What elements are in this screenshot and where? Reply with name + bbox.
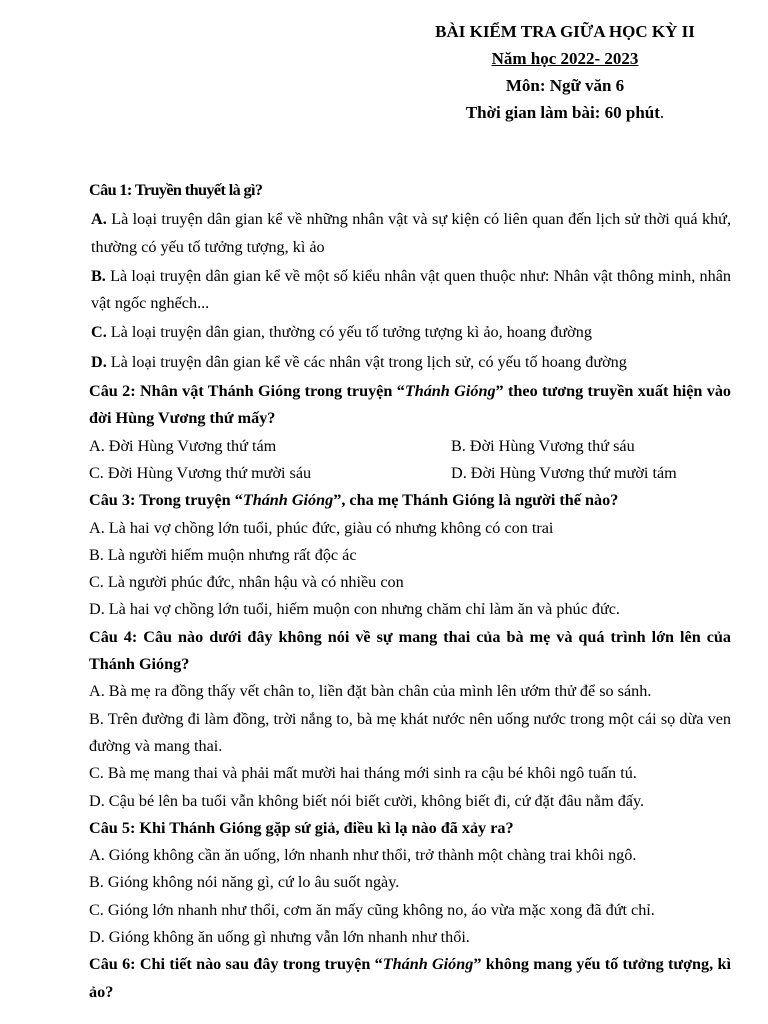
question-2-option-a: A. Đời Hùng Vương thứ tám	[89, 436, 277, 455]
question-2-option-c: C. Đời Hùng Vương thứ mười sáu	[89, 463, 312, 482]
question-5	[89, 815, 731, 951]
question-4-option-c: C. Bà mẹ mang thai và phải mất mười hai tháng mới sinh ra cậu bé khôi ngô tuấn tú.	[89, 764, 637, 783]
question-3-option-a: A. Là hai vợ chồng lớn tuổi, phúc đức, giàu có nhưng không có con trai	[89, 518, 554, 537]
question-2-option-b: B. Đời Hùng Vương thứ sáu	[451, 436, 635, 455]
question-2-title: Câu 2: Nhân vật Thánh Gióng trong truyện “Thánh Gióng” theo tương truyền xuất hiện vào đời Hùng Vương thứ mấy?	[89, 382, 732, 428]
exam-title: BÀI KIỂM TRA GIỮA HỌC KỲ II	[435, 22, 695, 41]
question-4-option-d: D. Cậu bé lên ba tuổi vẫn không biết nói biết cười, không biết đi, cứ đặt đâu nằm đấy.	[89, 791, 645, 810]
question-4-option-b: B. Trên đường đi làm đồng, trời nắng to, bà mẹ khát nước nên uống nước trong một cái sọ dừa ven đường và mang thai.	[89, 709, 731, 755]
question-6	[89, 951, 731, 1006]
question-1-option-a: A. Là loại truyện dân gian kể về những nhân vật và sự kiện có liên quan đến lịch sử thời quá khứ, thường có yếu tố tưởng tượng, kì ảo	[91, 210, 731, 256]
question-3-option-d: D. Là hai vợ chồng lớn tuổi, hiếm muộn con nhưng chăm chỉ làm ăn và phúc đức.	[89, 600, 620, 619]
question-5-option-a: A. Gióng không cần ăn uống, lớn nhanh như thổi, trở thành một chàng trai khôi ngô.	[89, 846, 637, 865]
question-5-option-d: D. Gióng không ăn uống gì nhưng vẫn lớn nhanh như thổi.	[89, 928, 470, 947]
question-4	[89, 624, 731, 815]
question-1-option-c: C. Là loại truyện dân gian, thường có yếu tố tưởng tượng kì ảo, hoang đường	[91, 323, 592, 342]
question-5-option-c: C. Gióng lớn nhanh như thổi, cơm ăn mấy cũng không no, áo vừa mặc xong đã đứt chỉ.	[89, 900, 655, 919]
school-year: Năm học 2022- 2023	[491, 49, 639, 68]
question-5-title: Câu 5: Khi Thánh Gióng gặp sứ giả, điều kì lạ nào đã xảy ra?	[89, 818, 514, 837]
subject: Môn: Ngữ văn 6	[505, 76, 625, 95]
question-3-option-c: C. Là người phúc đức, nhân hậu và có nhiều con	[89, 573, 404, 592]
question-2	[89, 378, 731, 487]
time-limit: Thời gian làm bài: 60 phút.	[465, 103, 665, 122]
question-5-option-b: B. Gióng không nói năng gì, cứ lo âu suốt ngày.	[89, 873, 400, 892]
question-1-title: Câu 1: Truyền thuyết là gì?	[89, 181, 263, 199]
question-2-option-d: D. Đời Hùng Vương thứ mười tám	[451, 463, 677, 482]
question-4-option-a: A. Bà mẹ ra đồng thấy vết chân to, liền đặt bàn chân của mình lên ướm thử để so sánh.	[89, 682, 652, 701]
question-6-title: Câu 6: Chi tiết nào sau đây trong truyện “Thánh Gióng” không mang yếu tố tưởng tượng, kì ảo?	[89, 955, 731, 1001]
question-1-option-d: D. Là loại truyện dân gian kể về các nhân vật trong lịch sử, có yếu tố hoang đường	[91, 352, 627, 371]
question-3-option-b: B. Là người hiếm muộn nhưng rất độc ác	[89, 545, 357, 564]
question-3	[89, 487, 731, 623]
question-1	[89, 177, 731, 376]
question-3-title: Câu 3: Trong truyện “Thánh Gióng”, cha mẹ Thánh Gióng là người thế nào?	[89, 491, 619, 510]
questions	[89, 177, 731, 1006]
exam-header	[400, 18, 730, 126]
question-4-title: Câu 4: Câu nào dưới đây không nói về sự mang thai của bà mẹ và quá trình lớn lên của Thánh Gióng?	[89, 627, 731, 674]
question-1-option-b: B. Là loại truyện dân gian kể về một số kiểu nhân vật quen thuộc như: Nhân vật thông minh, nhân vật ngốc nghếch...	[91, 266, 732, 313]
